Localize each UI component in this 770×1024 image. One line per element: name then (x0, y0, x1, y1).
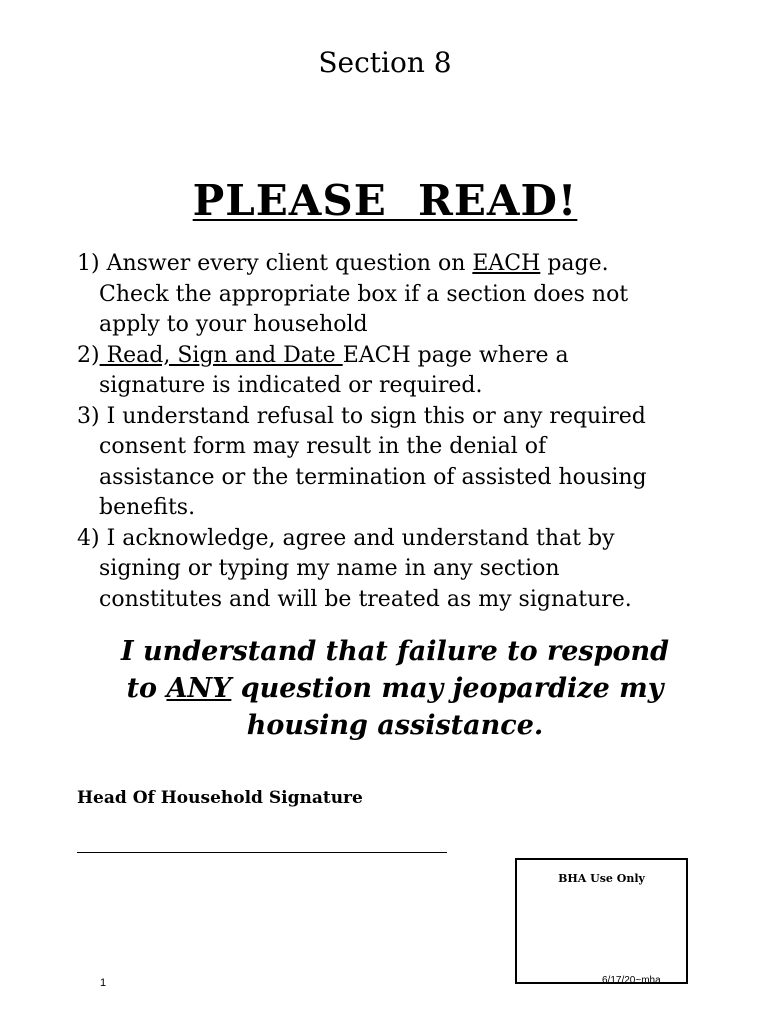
instruction-item-1 (77, 249, 727, 341)
footer-code: 6/17/20~mha (602, 975, 661, 986)
instruction-4-line1: 4) I acknowledge, agree and understand that by (77, 525, 615, 551)
signature-line[interactable] (77, 852, 447, 853)
please-read-text: PLEASE READ! (192, 176, 578, 225)
statement-line3: housing assistance. (246, 710, 544, 741)
statement-line2 (100, 670, 690, 707)
instruction-4-line2: signing or typing my name in any section (99, 556, 560, 581)
instruction-1-emphasis: EACH (472, 251, 541, 276)
instruction-2-line2: signature is indicated or required. (99, 373, 483, 398)
instruction-1-suffix: page. (540, 251, 609, 276)
instruction-3-line1: 3) I understand refusal to sign this or any required (77, 403, 646, 429)
bha-use-only-box (515, 858, 688, 984)
instruction-1-prefix: 1) Answer every client question on (77, 251, 473, 276)
instruction-item-2 (77, 341, 727, 402)
instruction-3-line4: benefits. (99, 495, 196, 520)
section-title: Section 8 (318, 46, 452, 79)
instruction-4-line3: constitutes and will be treated as my signature. (99, 586, 632, 612)
please-read-heading (0, 176, 770, 225)
instruction-1-line2: Check the appropriate box if a section does not (99, 281, 629, 307)
instruction-2-suffix: EACH page where a (342, 342, 569, 368)
page-number: 1 (100, 977, 107, 989)
instructions-list (77, 249, 727, 615)
instruction-3-line2: consent form may result in the denial of (99, 434, 547, 459)
statement-line1: I understand that failure to respond (120, 636, 670, 667)
instruction-2-prefix: 2) (77, 342, 100, 368)
statement-line2-prefix: to (126, 673, 167, 704)
signature-label: Head Of Household Signature (77, 788, 363, 808)
instruction-item-4 (77, 524, 727, 616)
instruction-2-emphasis: Read, Sign and Date (99, 342, 343, 368)
statement-line2-emphasis: ANY (166, 673, 232, 704)
statement-line2-suffix: question may jeopardize my (231, 673, 664, 704)
instruction-1-line3: apply to your household (99, 312, 368, 337)
bha-use-only-label: BHA Use Only (558, 872, 645, 885)
instruction-3-line3: assistance or the termination of assisted housing (99, 464, 647, 490)
instruction-item-3 (77, 402, 727, 524)
acknowledgement-statement (100, 633, 690, 744)
